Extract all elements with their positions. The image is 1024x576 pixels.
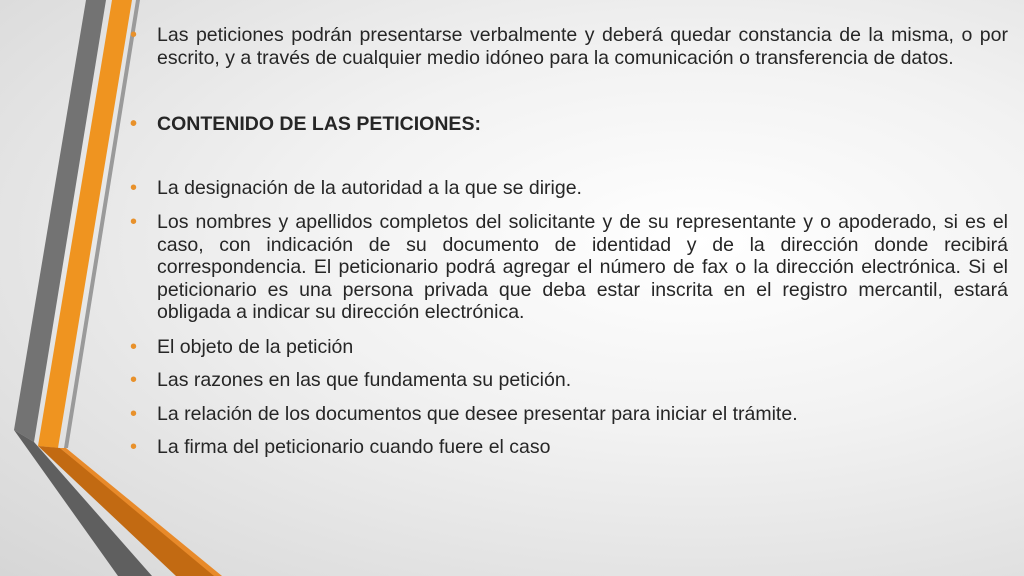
bullet-text: La designación de la autoridad a la que se dirige. [157, 176, 582, 199]
bullet-text: El objeto de la petición [157, 335, 354, 358]
bullet-dot-icon: • [130, 24, 138, 46]
bullet-text: Los nombres y apellidos completos del solicitante y de su representante y o apoderado, si es el caso, con indicación de su documento de identidad y de la dirección donde recibirá correspondencia. El peticionario podrá agregar el número de fax o la dirección electrónica. Si el peticionario es una persona privada que deba estar inscrita en el registro mercantil, estará obligada a indicar su dirección electrónica. [157, 211, 1008, 323]
bullet-item-object [130, 336, 1008, 359]
bullet-item-signature [130, 436, 1008, 459]
bullet-dot-icon: • [130, 176, 138, 199]
bullet-dot-icon: • [130, 113, 138, 135]
bullet-item-section-heading [130, 113, 1008, 136]
bullet-item-applicant-names [130, 211, 1008, 324]
bullet-dot-icon: • [130, 335, 138, 358]
bullet-dot-icon: • [130, 211, 138, 233]
bullet-item-reasons [130, 369, 1008, 392]
bullet-list [130, 24, 1008, 459]
bullet-text: Las peticiones podrán presentarse verbalmente y deberá quedar constancia de la misma, o por escrito, y a través de cualquier medio idóneo para la comunicación o transferencia de datos. [157, 24, 1008, 69]
bullet-dot-icon: • [130, 436, 138, 458]
bullet-item-petitions-form [130, 24, 1008, 69]
bullet-item-documents [130, 403, 1008, 426]
bullet-text: La firma del peticionario cuando fuere el caso [157, 436, 551, 458]
bullet-text: La relación de los documentos que desee presentar para iniciar el trámite. [157, 402, 798, 425]
bullet-dot-icon: • [130, 402, 138, 425]
slide-content [130, 24, 1008, 459]
bullet-item-authority [130, 177, 1008, 200]
bullet-dot-icon: • [130, 369, 138, 391]
section-heading: CONTENIDO DE LAS PETICIONES: [157, 113, 481, 135]
bullet-text: Las razones en las que fundamenta su petición. [157, 369, 572, 391]
